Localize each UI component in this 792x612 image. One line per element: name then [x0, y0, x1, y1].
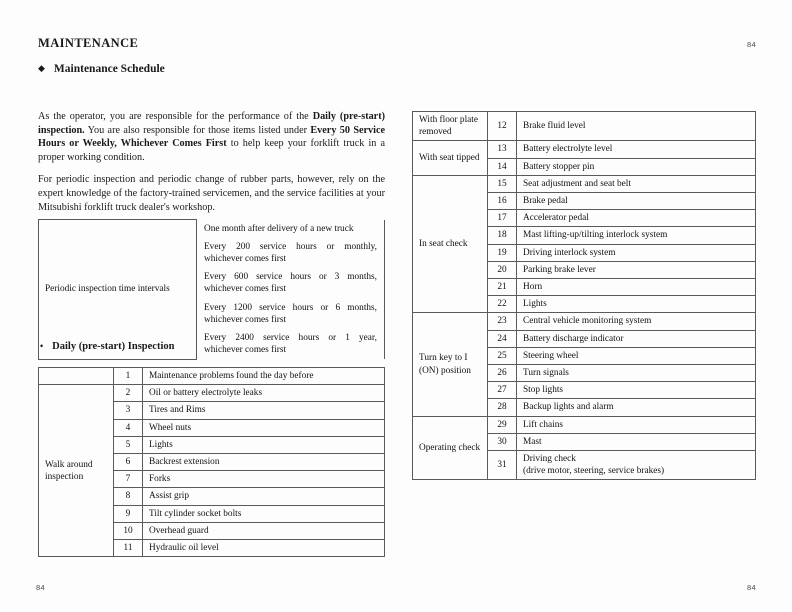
check-item-number: 28 — [488, 399, 517, 416]
check-item-number: 29 — [488, 416, 517, 433]
periodic-interval-value: Every 200 service hours or monthly, whichever comes first — [197, 238, 385, 268]
section-heading-label: Maintenance Schedule — [53, 63, 165, 75]
check-item-number: 3 — [114, 402, 143, 419]
check-item-text: Backrest extension — [143, 454, 385, 471]
check-item-number: 1 — [114, 368, 143, 385]
check-item-text: Mast lifting-up/tilting interlock system — [517, 227, 756, 244]
dot-bullet-icon: • — [40, 341, 44, 351]
check-item-text: Horn — [517, 279, 756, 296]
check-item-number: 21 — [488, 279, 517, 296]
check-item-text: Stop lights — [517, 382, 756, 399]
check-item-number: 19 — [488, 244, 517, 261]
check-item-number: 23 — [488, 313, 517, 330]
check-group-label: With seat tipped — [413, 141, 488, 175]
inspection-checks-table — [412, 111, 756, 480]
table-row — [39, 385, 385, 402]
section-heading — [38, 63, 165, 75]
check-item-text: Driving interlock system — [517, 244, 756, 261]
check-item-text: Battery discharge indicator — [517, 330, 756, 347]
check-item-text: Brake fluid level — [517, 112, 756, 141]
para1-bold2: Every 50 Service Hours or Weekly, Whichever Comes First — [38, 124, 385, 150]
check-group-label: With floor plate removed — [413, 112, 488, 141]
periodic-table-body — [39, 220, 385, 360]
check-item-text: Hydraulic oil level — [143, 540, 385, 557]
table-row — [413, 416, 756, 433]
check-item-text: Steering wheel — [517, 347, 756, 364]
checks-table-body — [413, 112, 756, 480]
daily-table-body — [39, 368, 385, 557]
check-item-text: Accelerator pedal — [517, 210, 756, 227]
diamond-bullet-icon: ◆ — [38, 63, 45, 73]
check-item-text: Battery electrolyte level — [517, 141, 756, 158]
check-item-number: 20 — [488, 261, 517, 278]
check-group-label: Turn key to I (ON) position — [413, 313, 488, 416]
table-row — [413, 112, 756, 141]
check-item-text: Brake pedal — [517, 193, 756, 210]
check-item-number: 7 — [114, 471, 143, 488]
check-item-number: 30 — [488, 433, 517, 450]
check-item-number: 27 — [488, 382, 517, 399]
check-item-text-line2: (drive motor, steering, service brakes) — [523, 466, 665, 477]
paragraph-periodic-service: For periodic inspection and periodic change of rubber parts, however, rely on the expert knowledge of the factory-trained servicemen, and the service facilities at your Mitsubishi forklift truck dealer's workshop. — [38, 174, 385, 213]
check-item-number: 12 — [488, 112, 517, 141]
check-item-text-line1: Driving check — [523, 454, 576, 465]
check-item-text: Lift chains — [517, 416, 756, 433]
check-item-number: 17 — [488, 210, 517, 227]
check-group-label: Operating check — [413, 416, 488, 480]
check-item-number: 24 — [488, 330, 517, 347]
daily-inspection-table — [38, 367, 385, 557]
check-item-number: 16 — [488, 193, 517, 210]
check-item-text: Oil or battery electrolyte leaks — [143, 385, 385, 402]
subsection-heading-label: Daily (pre-start) Inspection — [52, 341, 175, 352]
check-group-label — [39, 368, 114, 385]
check-item-number: 25 — [488, 347, 517, 364]
check-item-number: 8 — [114, 488, 143, 505]
check-item-number: 10 — [114, 522, 143, 539]
check-item-number: 15 — [488, 175, 517, 192]
periodic-interval-value: Every 1200 service hours or 6 months, whichever comes first — [197, 299, 385, 329]
check-item-text: Mast — [517, 433, 756, 450]
para1-run2: You are also responsible for those items listed under — [84, 124, 311, 136]
check-item-text: Forks — [143, 471, 385, 488]
check-item-text — [517, 451, 756, 480]
check-item-number: 18 — [488, 227, 517, 244]
chapter-title: MAINTENANCE — [38, 36, 139, 50]
check-item-text: Tires and Rims — [143, 402, 385, 419]
check-item-text: Assist grip — [143, 488, 385, 505]
table-row — [413, 313, 756, 330]
check-item-number: 9 — [114, 505, 143, 522]
table-row — [39, 368, 385, 385]
check-item-number: 5 — [114, 436, 143, 453]
periodic-interval-value: Every 2400 service hours or 1 year, whichever comes first — [197, 329, 385, 359]
table-row — [413, 141, 756, 158]
para1-bold1: Daily (pre-start) inspection. — [38, 111, 385, 136]
paragraph-responsibility — [38, 110, 385, 164]
check-item-text: Central vehicle monitoring system — [517, 313, 756, 330]
check-item-number: 6 — [114, 454, 143, 471]
para1-run3: to help keep your forklift truck in a proper working condition. — [38, 138, 385, 163]
check-item-text: Maintenance problems found the day before — [143, 368, 385, 385]
periodic-interval-value: Every 600 service hours or 3 months, whichever comes first — [197, 268, 385, 298]
check-item-number: 22 — [488, 296, 517, 313]
check-item-number: 26 — [488, 365, 517, 382]
check-item-number: 2 — [114, 385, 143, 402]
check-item-text: Turn signals — [517, 365, 756, 382]
intro-text-block — [38, 110, 385, 214]
check-item-text: Lights — [143, 436, 385, 453]
check-item-text: Parking brake lever — [517, 261, 756, 278]
page-number-bottom-left: 84 — [36, 583, 45, 592]
para1-run1: As the operator, you are responsible for the performance of the — [38, 111, 313, 122]
periodic-interval-label: Periodic inspection time intervals — [39, 220, 197, 360]
check-item-text: Seat adjustment and seat belt — [517, 175, 756, 192]
periodic-interval-value: One month after delivery of a new truck — [197, 220, 385, 238]
page-number-bottom-right: 84 — [747, 583, 756, 592]
check-item-number: 31 — [488, 451, 517, 480]
periodic-inspection-intervals-table — [38, 219, 385, 360]
check-item-text: Lights — [517, 296, 756, 313]
check-item-number: 4 — [114, 419, 143, 436]
check-item-number: 13 — [488, 141, 517, 158]
check-item-text: Wheel nuts — [143, 419, 385, 436]
check-group-label: In seat check — [413, 175, 488, 313]
page-number-top-right: 84 — [747, 40, 756, 49]
table-row — [413, 175, 756, 192]
table-row — [39, 220, 385, 238]
check-item-number: 14 — [488, 158, 517, 175]
check-item-text: Backup lights and alarm — [517, 399, 756, 416]
check-item-number: 11 — [114, 540, 143, 557]
check-item-text: Battery stopper pin — [517, 158, 756, 175]
check-group-label: Walk around inspection — [39, 385, 114, 557]
check-item-text: Tilt cylinder socket bolts — [143, 505, 385, 522]
check-item-text: Overhead guard — [143, 522, 385, 539]
